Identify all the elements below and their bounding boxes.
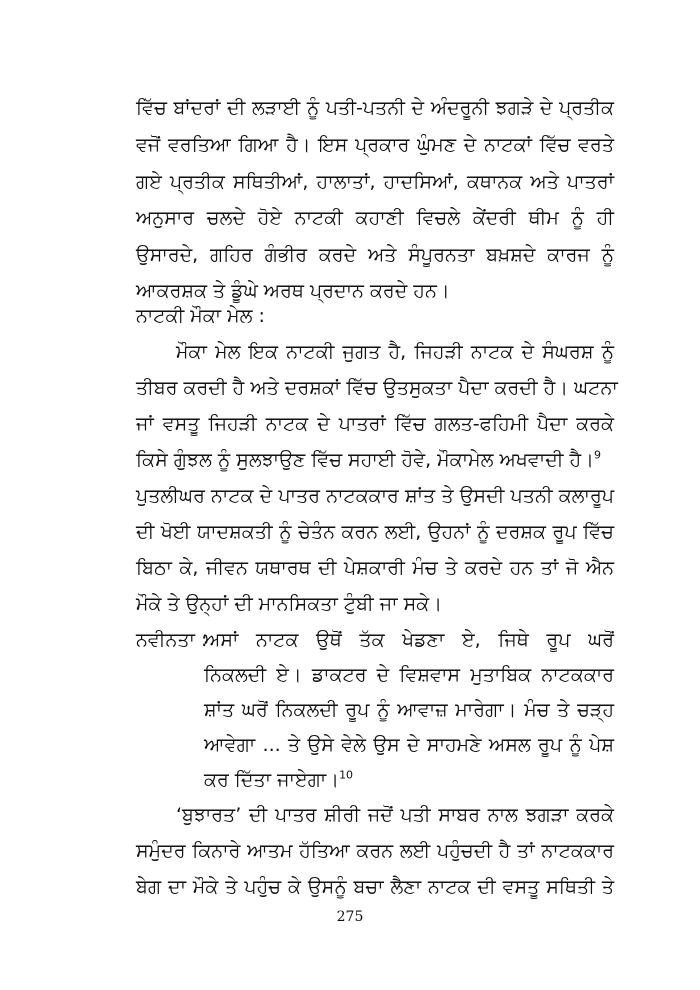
text-line xyxy=(136,448,614,472)
text-line: ਬਿਠਾ ਕੇ, ਜੀਵਨ ਯਥਾਰਥ ਦੀ ਪੇਸ਼ਕਾਰੀ ਮੰਚ ਤੇ ਕਰਦੇ ਹਨ ਤਾਂ ਜੋ ਐਨ xyxy=(136,557,614,579)
dialogue-line: ਆਵੇਗਾ ... ਤੇ ਉਸੇ ਵੇਲੇ ਉਸ ਦੇ ਸਾਹਮਣੇ ਅਸਲ ਰੂਪ ਨੂੰ ਪੇਸ਼ xyxy=(204,734,614,756)
dialogue-line-content: ਕਰ ਦਿੱਤਾ ਜਾਏਗਾ। xyxy=(204,769,340,791)
text-line-content: ਕਿਸੇ ਗੁੰਝਲ ਨੂੰ ਸੁਲਝਾਉਣ ਵਿੱਚ ਸਹਾਈ ਹੋਵੇ, ਮੌਕਾਮੇਲ ਅਖਵਾਦੀ ਹੈ। xyxy=(136,449,594,471)
speaker-label: ਨਵੀਨਤਾ : xyxy=(136,629,208,651)
text-line: ਗਏ ਪ੍ਰਤੀਕ ਸਥਿਤੀਆਂ, ਹਾਲਾਤਾਂ, ਹਾਦਸਿਆਂ, ਕਥਾਨਕ ਅਤੇ ਪਾਤਰਾਂ xyxy=(136,171,614,193)
dialogue-line: ਸ਼ਾਂਤ ਘਰੋਂ ਨਿਕਲਦੀ ਰੂਪ ਨੂੰ ਆਵਾਜ਼ ਮਾਰੇਗਾ। ਮੰਚ ਤੇ ਚੜ੍ਹ xyxy=(204,699,614,721)
text-line: ਮੌਕਾ ਮੇਲ ਇਕ ਨਾਟਕੀ ਜੁਗਤ ਹੈ, ਜਿਹੜੀ ਨਾਟਕ ਦੇ ਸੰਘਰਸ਼ ਨੂੰ xyxy=(176,341,614,363)
text-line: ਮੌਕੇ ਤੇ ਉਨ੍ਹਾਂ ਦੀ ਮਾਨਸਿਕਤਾ ਟੁੰਬੀ ਜਾ ਸਕੇ। xyxy=(136,593,442,615)
dialogue-line: ਨਿਕਲਦੀ ਏ। ਡਾਕਟਰ ਦੇ ਵਿਸ਼ਵਾਸ ਮੁਤਾਬਿਕ ਨਾਟਕਕਾਰ xyxy=(204,664,614,686)
section-heading: ਨਾਟਕੀ ਮੌਕਾ ਮੇਲ : xyxy=(136,305,265,327)
text-line: ਜਾਂ ਵਸਤੂ ਜਿਹੜੀ ਨਾਟਕ ਦੇ ਪਾਤਰਾਂ ਵਿੱਚ ਗਲਤ-ਫਹਿਮੀ ਪੈਦਾ ਕਰਕੇ xyxy=(136,413,614,435)
text-line: ਤੀਬਰ ਕਰਦੀ ਹੈ ਅਤੇ ਦਰਸ਼ਕਾਂ ਵਿੱਚ ਉਤਸੁਕਤਾ ਪੈਦਾ ਕਰਦੀ ਹੈ। ਘਟਨਾ xyxy=(136,377,618,399)
text-line: ਬੇਗ ਦਾ ਮੌਕੇ ਤੇ ਪਹੁੰਚ ਕੇ ਉਸਨੂੰ ਬਚਾ ਲੈਣਾ ਨਾਟਕ ਦੀ ਵਸਤੂ ਸਥਿਤੀ ਤੇ xyxy=(136,876,614,898)
page-number: 275 xyxy=(336,909,364,925)
text-line: ਵਜੋਂ ਵਰਤਿਆ ਗਿਆ ਹੈ। ਇਸ ਪ੍ਰਕਾਰ ਘੁੰਮਣ ਦੇ ਨਾਟਕਾਂ ਵਿੱਚ ਵਰਤੇ xyxy=(136,134,614,156)
text-line: ਅਨੁਸਾਰ ਚਲਦੇ ਹੋਏ ਨਾਟਕੀ ਕਹਾਣੀ ਵਿਚਲੇ ਕੇਂਦਰੀ ਥੀਮ ਨੂੰ ਹੀ xyxy=(136,207,614,229)
text-line: ਆਕਰਸ਼ਕ ਤੇ ਡੂੰਘੇ ਅਰਥ ਪ੍ਰਦਾਨ ਕਰਦੇ ਹਨ। xyxy=(136,280,450,302)
text-line: ਉਸਾਰਦੇ, ਗਹਿਰ ਗੰਭੀਰ ਕਰਦੇ ਅਤੇ ਸੰਪੂਰਨਤਾ ਬਖ਼ਸ਼ਦੇ ਕਾਰਜ ਨੂੰ xyxy=(136,244,614,266)
footnote-marker: 9 xyxy=(593,448,601,462)
text-line: ਸਮੁੰਦਰ ਕਿਨਾਰੇ ਆਤਮ ਹੱਤਿਆ ਕਰਨ ਲਈ ਪਹੁੰਚਦੀ ਹੈ ਤਾਂ ਨਾਟਕਕਾਰ xyxy=(136,840,614,862)
text-line: ਵਿੱਚ ਬਾਂਦਰਾਂ ਦੀ ਲੜਾਈ ਨੂੰ ਪਤੀ-ਪਤਨੀ ਦੇ ਅੰਦਰੂਨੀ ਝਗੜੇ ਦੇ ਪ੍ਰਤੀਕ xyxy=(136,97,614,119)
dialogue-line xyxy=(204,768,614,792)
dialogue-line: ਅਸਾਂ ਨਾਟਕ ਉਥੋਂ ਤੱਕ ਖੇਡਣਾ ਏ, ਜਿਥੇ ਰੂਪ ਘਰੋਂ xyxy=(204,629,614,651)
text-line: ਪੁਤਲੀਘਰ ਨਾਟਕ ਦੇ ਪਾਤਰ ਨਾਟਕਕਾਰ ਸ਼ਾਂਤ ਤੇ ਉਸਦੀ ਪਤਨੀ ਕਲਾਰੂਪ xyxy=(136,485,614,507)
text-line: ‘ਬੁਝਾਰਤ’ ਦੀ ਪਾਤਰ ਸ਼ੀਰੀ ਜਦੋਂ ਪਤੀ ਸਾਬਰ ਨਾਲ ਝਗੜਾ ਕਰਕੇ xyxy=(176,804,614,826)
text-line: ਦੀ ਖੋਈ ਯਾਦਸ਼ਕਤੀ ਨੂੰ ਚੇਤੰਨ ਕਰਨ ਲਈ, ਉਹਨਾਂ ਨੂੰ ਦਰਸ਼ਕ ਰੂਪ ਵਿੱਚ xyxy=(136,521,614,543)
footnote-marker: 10 xyxy=(339,768,354,782)
